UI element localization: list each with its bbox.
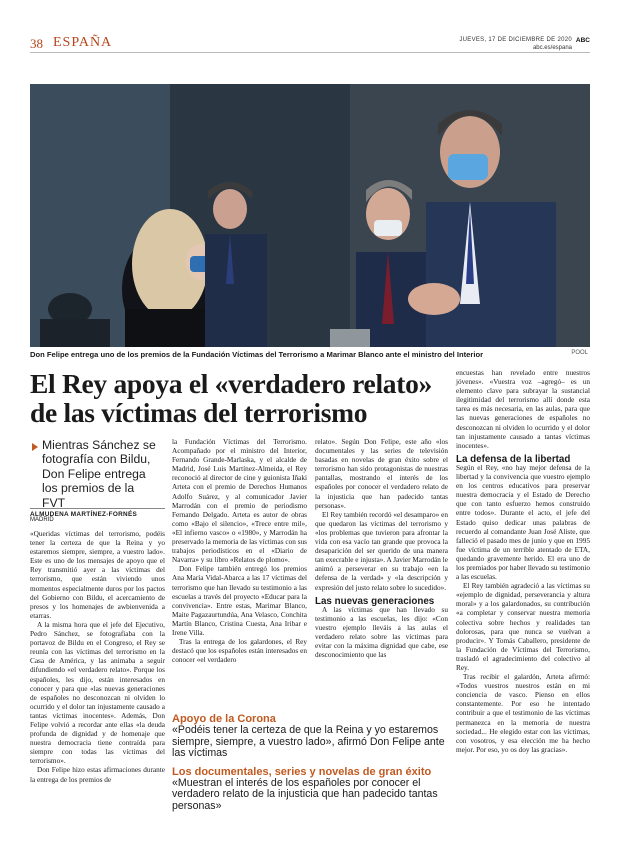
pull-quotes — [172, 713, 448, 813]
section-url: abc.es/espana — [532, 45, 572, 51]
subhead-block — [32, 438, 160, 510]
dateline-city: MADRID — [30, 517, 54, 523]
paragraph: A las víctimas que han llevado su testimonio a las escuelas, les dijo: «Con vuestro ejemplo lleváis a las aulas el verdadero relato sobre las víctimas para evitar con la máxima dignidad que cabe, ese desconocimiento que las — [315, 605, 448, 660]
news-photo — [30, 84, 590, 347]
pull-quote: «Podéis tener la certeza de que la Reina y yo estaremos siempre, siempre, a vuestro lado», afirmó Don Felipe ante las víctimas — [172, 724, 445, 760]
paragraph: Don Felipe hizo estas afirmaciones durante la entrega de los premios de — [30, 766, 165, 784]
article-column-2 — [172, 438, 307, 665]
paragraph: la Fundación Víctimas del Terrorismo. Acompañado por el ministro del Interior, Fernando Grande-Marlaska, y el alcalde de Madrid, José Luis Martínez-Almeida, el Rey reconoció al director de cine y guionista Iñaki Arteta con el premio de Derechos Humanos Adolfo Suárez, y al comunicador Javier Marrodán con el premio de periodismo Fernando Delgado. Arteta es autor de obras como «Bajo el silencio», «Trece entre mil», «El infierno vasco» o «1980», y Marrodán ha preservado la memoria de las víctimas con sus trabajos periodísticos en el «Diario de Navarra» y su libro «Relatos de plomo». — [172, 438, 307, 565]
byline: ALMUDENA MARTÍNEZ-FORNÉS — [30, 508, 165, 518]
pull-quote: «Muestran el interés de los españoles por conocer el verdadero relato de la injusticia que han padecido tantas personas» — [172, 776, 438, 812]
paragraph: El Rey también recordó «el desamparo» en que quedaron las víctimas del terrorismo y «los problemas que tuvieron para afrontar la vida con esa vacío tan grande que provoca la desaparición del ser querido de una manera tan execrable e injusta». A Javier Marrodán le animó a perseverar en su trabajo «en la defensa de la verdad» y «la descripción y expresión del justo relato sobre lo sucedido». — [315, 510, 448, 592]
article-subhead: Mientras Sánchez se fotografía con Bildu, Don Felipe entrega los premios de la FVT — [42, 438, 156, 510]
headline-line-1: El Rey apoya el «verdadero relato» — [30, 368, 432, 399]
pull-quote-title: Los documentales, series y novelas de gran éxito — [172, 765, 432, 778]
section-heading: La defensa de la libertad — [456, 453, 571, 465]
photo-credit: POOL — [571, 350, 588, 356]
brand-logo: ABC — [575, 37, 590, 44]
paragraph: encuestas han revelado entre nuestros jóvenes». «Vuestra voz –agregó– es un elemento clave para subrayar la sustancial ilegitimidad del terrorismo allí donde esta tarea es más necesaria, en las aulas, para que las nuevas generaciones de españoles no desconozcan ni olviden lo ocurrido y el dolor tan injustamente causado a tantas víctimas inocentes». — [456, 369, 590, 450]
paragraph: «Queridas víctimas del terrorismo, podéis tener la certeza de que la Reina y yo estaremos siempre, siempre, a vuestro lado». Este es uno de los mensajes de apoyo que el Rey transmitió ayer a las víctimas del terrorismo, que están viviendo unos momentos especialmente duros por los pactos del Gobierno con Bildu, el acercamiento de presos y los homenajes de awbienvenida a etarras. — [30, 530, 165, 620]
page-number: 38 — [30, 36, 43, 51]
section-title: ESPAÑA — [53, 35, 113, 50]
paragraph: relato». Según Don Felipe, este año «los documentales y las series de televisión basadas en novelas de gran éxito sobre el terrorismo han sido protagonistas de nuestras pantallas, mostrando el interés de los españoles por conocer el verdadero relato de la injusticia que han padecido tantas personas». — [315, 438, 448, 510]
photo-illustration — [30, 84, 590, 347]
article-column-3 — [315, 438, 448, 660]
photo-caption: Don Felipe entrega uno de los premios de la Fundación Víctimas del Terrorismo a Marimar Blanco ante el ministro del Interior — [30, 350, 484, 359]
header-rule — [30, 52, 590, 53]
paragraph: A la misma hora que el jefe del Ejecutivo, Pedro Sánchez, se fotografiaba con la portavoz de Bildu en el Congreso, el Rey se reunía con las víctimas del terrorismo en la Casa de América, y las animaba a seguir difundiendo «el verdadero relato». Porque los españoles, les dijo, están interesados en conocer y para que «las nuevas generaciones de españoles no desconozcan ni olviden lo ocurrido y el dolor tan injustamente causado a tantas víctimas inocentes». Además, Don Felipe volvió a recordar ante ellas «la deuda profunda de dignidad y de homenaje que nuestra democracia tiene contraída para siempre con todas las víctimas del terrorismo». — [30, 620, 165, 766]
paragraph: Tras la entrega de los galardones, el Rey destacó que los españoles están interesados en conocer «el verdadero — [172, 638, 307, 665]
headline-line-2: de las víctimas del terrorismo — [30, 397, 368, 428]
pull-quote-title: Apoyo de la Corona — [172, 713, 276, 725]
paragraph: Tras recibir el galardón, Arteta afirmó: «Todos vuestros nuestros están en mi conciencia de vasco. Pienso en ellos constantemente. Por eso he intentado contribuir a que el testimonio de las víctimas permanezca en la memoria de nuestra sociedad... He elegido estar con las víctimas, con vosotros, y esa elección me ha hecho mejor. Por eso, yo os doy las gracias». — [456, 673, 590, 754]
paragraph: Según el Rey, «no hay mejor defensa de la libertad y la convivencia que vuestro ejemplo en los centros educativos para preservar nuestra democracia y el Estado de Derecho que con tanto esfuerzo hemos construido entre todos». Durante el acto, el jefe del Estado quiso dedicar unas palabras de recuerdo al comandante Juan José Aliste, que falleció el pasado mes de junio y que en 1995 fue víctima de un terrible atentado de ETA, quedando gravemente herido. El era uno de los premiados por haber llevado su testimonio a las escuelas. — [456, 463, 590, 582]
article-column-1 — [30, 530, 165, 785]
section-heading: Las nuevas generaciones — [315, 595, 435, 607]
paragraph: Don Felipe también entregó los premios Ana María Vidal-Abarca a las 17 víctimas del terrorismo que han llevado su testimonio a las escuelas a través del proyecto «Educar para la convivencia». Entre estas, Marimar Blanco, Maite Pagazaurtundúa, Ana Velasco, Conchita Martín Blanco, Cristina Cuesta, Ana Iribar e Irene Villa. — [172, 565, 307, 637]
article-column-4 — [456, 369, 590, 755]
issue-date: JUEVES, 17 DE DICIEMBRE DE 2020 — [459, 37, 572, 43]
article-headline — [30, 369, 450, 427]
paragraph: El Rey también agradeció a las víctimas su «ejemplo de dignidad, perseverancia y altura moral» y a los galardonados, su contribución «a completar y conservar nuestra memoria colectiva sobre hechos y realidades tan dolorosas, para que nunca se vuelvan a producir». Y Tomás Caballero, presidente de la Fundación de Víctimas del Terrorismo, trasladó el agradecimiento del colectivo al Rey. — [456, 582, 590, 672]
triangle-bullet-icon — [32, 443, 38, 451]
